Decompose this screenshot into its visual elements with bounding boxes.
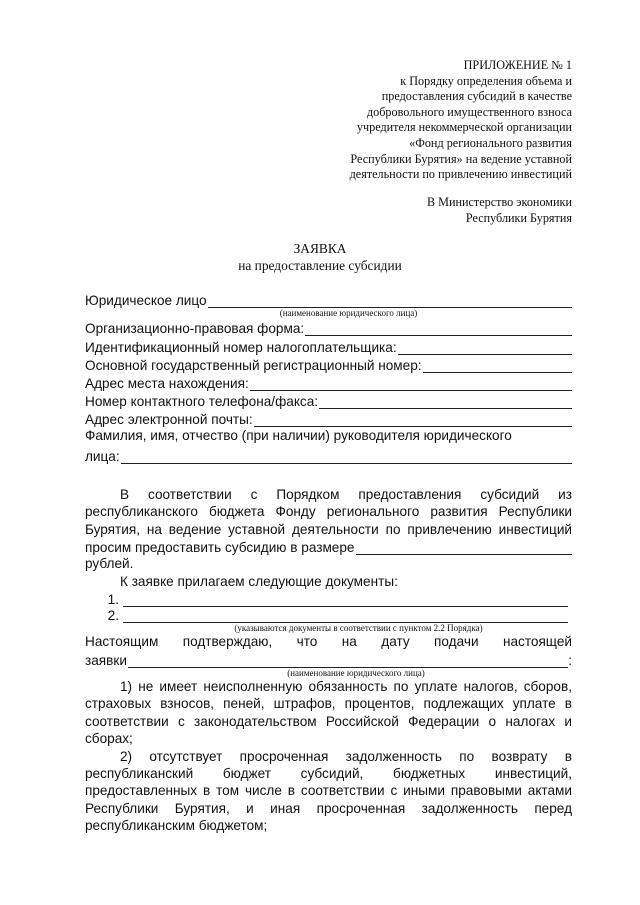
confirm-line-1: Настоящим подтверждаю, что на дату подачи настоящей — [85, 634, 572, 650]
subsidy-amount-field[interactable] — [85, 538, 572, 555]
email-field[interactable] — [85, 409, 572, 427]
ogrn-field[interactable] — [85, 355, 572, 373]
legal-entity-field[interactable] — [85, 290, 572, 308]
org-form-label: Организационно-правовая форма: — [85, 321, 305, 337]
item-1-line-4: сборах; — [85, 731, 133, 747]
request-line-3: Бурятия, на ведение уставной деятельности по привлечению инвестиций — [85, 521, 572, 537]
item-1-line-3: соответствии с законодательством Российской Федерации о налогах и — [85, 713, 572, 729]
email-blank[interactable] — [254, 413, 572, 427]
item-1-line-1: 1) не имеет неисполненную обязанность по уплате налогов, сборов, — [120, 678, 572, 694]
title-main: ЗАЯВКА — [293, 241, 347, 256]
item-2-line-2: республиканский бюджет субсидий, бюджетных инвестиций, — [85, 765, 572, 781]
inn-blank[interactable] — [398, 341, 572, 355]
head-name-field[interactable] — [85, 446, 572, 464]
confirm-colon: : — [568, 652, 572, 668]
head-name-label: Фамилия, имя, отчество (при наличии) руководителя юридического — [85, 428, 512, 444]
header-line: предоставления субсидий в качестве — [381, 89, 572, 104]
header-line: к Порядку определения объема и — [400, 73, 572, 88]
request-line-1: В соответствии с Порядком предоставления субсидий из — [120, 486, 572, 502]
email-label: Адрес электронной почты: — [85, 412, 253, 428]
ogrn-label: Основной государственный регистрационный номер: — [85, 357, 422, 373]
document-item-blank[interactable] — [123, 610, 568, 623]
address-blank[interactable] — [250, 377, 572, 391]
appendix-header — [292, 58, 572, 183]
document-item-number: 1. — [107, 591, 119, 607]
phone-blank[interactable] — [319, 395, 572, 409]
header-line: Республики Бурятия» на ведение уставной — [350, 151, 572, 166]
request-line-2: республиканского бюджета Фонду регионального развития Республики — [85, 504, 572, 520]
legal-entity-hint: (наименование юридического лица) — [279, 308, 418, 319]
confirm-label: заявки — [85, 652, 127, 668]
header-line: «Фонд регионального развития — [409, 135, 572, 150]
document-item[interactable] — [85, 607, 572, 624]
header-line: учредителя некоммерческой организации — [356, 120, 572, 135]
inn-label: Идентификационный номер налогоплательщика: — [85, 339, 397, 355]
title-sub: на предоставление субсидии — [238, 258, 402, 273]
request-line-5: рублей. — [85, 556, 134, 572]
item-2-line-1: 2) отсутствует просроченная задолженность по возврату в — [120, 748, 572, 764]
ogrn-blank[interactable] — [423, 359, 572, 373]
item-2-line-5: республиканским бюджетом; — [85, 818, 268, 834]
confirm-entity-field[interactable] — [85, 651, 572, 668]
org-form-field[interactable] — [85, 318, 572, 336]
document-title — [0, 240, 640, 274]
phone-label: Номер контактного телефона/факса: — [85, 394, 319, 410]
inn-field[interactable] — [85, 336, 572, 354]
subsidy-amount-label: просим предоставить субсидию в размере — [85, 540, 355, 556]
documents-hint: (указываются документы в соответствии с пунктом 2.2 Порядка) — [234, 623, 483, 634]
address-field[interactable] — [85, 373, 572, 391]
legal-entity-label: Юридическое лицо — [85, 293, 207, 309]
phone-field[interactable] — [85, 391, 572, 409]
confirm-hint: (наименование юридического лица) — [287, 667, 425, 678]
document-item-number: 2. — [107, 608, 119, 624]
org-form-blank[interactable] — [305, 322, 572, 336]
item-2-line-4: Республики Бурятия, и иная просроченная задолженность перед — [85, 800, 572, 816]
header-line: деятельности по привлечению инвестиций — [349, 167, 572, 182]
confirm-entity-blank[interactable] — [128, 654, 568, 668]
legal-entity-blank[interactable] — [208, 294, 572, 308]
recipient-line: В Министерство экономики — [426, 195, 572, 209]
item-1-line-2: страховых взносов, пеней, штрафов, процентов, подлежащих уплате в — [85, 696, 572, 712]
recipient-block — [292, 195, 572, 226]
address-label: Адрес места нахождения: — [85, 375, 249, 391]
head-name-blank[interactable] — [121, 450, 572, 464]
item-2-line-3: предоставленных в том числе в соответствии с иными правовыми актами — [85, 783, 572, 799]
documents-intro: К заявке прилагаем следующие документы: — [120, 573, 398, 589]
document-item[interactable] — [85, 590, 572, 607]
subsidy-amount-blank[interactable] — [356, 541, 573, 555]
header-line: добровольного имущественного взноса — [366, 104, 572, 119]
document-item-blank[interactable] — [123, 594, 568, 607]
recipient-line: Республики Бурятия — [465, 210, 572, 225]
header-line: ПРИЛОЖЕНИЕ № 1 — [463, 58, 572, 72]
form-body — [85, 290, 572, 835]
head-name-label-cont: лица: — [85, 448, 120, 464]
